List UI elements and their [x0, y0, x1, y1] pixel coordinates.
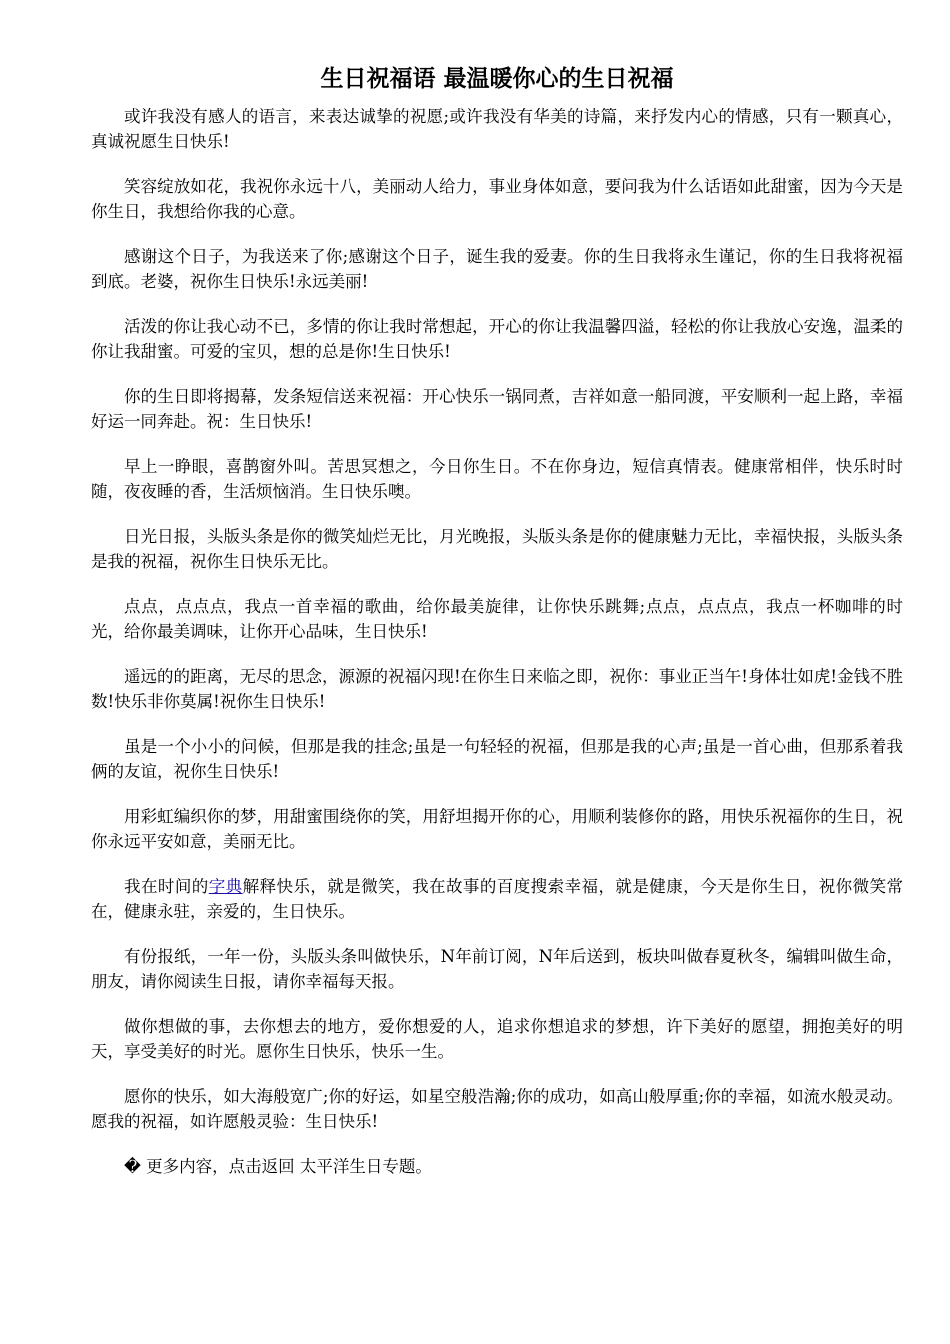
paragraph: 感谢这个日子，为我送来了你;感谢这个日子，诞生我的爱妻。你的生日我将永生谨记，你的生日我将祝福到底。老婆，祝你生日快乐!永远美丽! — [91, 247, 903, 291]
paragraph: 笑容绽放如花，我祝你永远十八，美丽动人给力，事业身体如意，要问我为什么话语如此甜蜜，因为今天是你生日，我想给你我的心意。 — [91, 177, 903, 221]
paragraph: 虽是一个小小的问候，但那是我的挂念;虽是一句轻轻的祝福，但那是我的心声;虽是一首心曲，但那系着我俩的友谊，祝你生日快乐! — [91, 737, 903, 781]
paragraph-text-before: 我在时间的 — [124, 877, 209, 896]
paragraph: 早上一睁眼，喜鹊窗外叫。苦思冥想之，今日你生日。不在你身边，短信真情表。健康常相伴，快乐时时随，夜夜睡的香，生活烦恼消。生日快乐噢。 — [91, 457, 903, 501]
paragraph: 用彩虹编织你的梦，用甜蜜围绕你的笑，用舒坦揭开你的心，用顺利装修你的路，用快乐祝福你的生日，祝你永远平安如意，美丽无比。 — [91, 807, 903, 851]
paragraph-text-after: 解释快乐，就是微笑，我在故事的百度搜索幸福，就是健康，今天是你生日，祝你微笑常在，健康永驻，亲爱的，生日快乐。 — [91, 877, 904, 921]
more-content-link[interactable]: � 更多内容，点击返回 太平洋生日专题。 — [124, 1157, 432, 1176]
dictionary-link[interactable]: 字典 — [208, 877, 243, 896]
paragraph: 有份报纸，一年一份，头版头条叫做快乐，N年前订阅，N年后送到，板块叫做春夏秋冬，编辑叫做生命，朋友，请你阅读生日报，请你幸福每天报。 — [91, 947, 903, 991]
page-title: 生日祝福语 最温暖你心的生日祝福 — [320, 66, 674, 92]
document-page — [91, 62, 903, 1179]
paragraph: 做你想做的事，去你想去的地方，爱你想爱的人，追求你想追求的梦想，许下美好的愿望，拥抱美好的明天，享受美好的时光。愿你生日快乐，快乐一生。 — [91, 1017, 903, 1061]
paragraph: 点点，点点点，我点一首幸福的歌曲，给你最美旋律，让你快乐跳舞;点点，点点点，我点一杯咖啡的时光，给你最美调味，让你开心品味，生日快乐! — [91, 597, 903, 641]
paragraph: 活泼的你让我心动不已，多情的你让我时常想起，开心的你让我温馨四溢，轻松的你让我放心安逸，温柔的你让我甜蜜。可爱的宝贝，想的总是你!生日快乐! — [91, 317, 903, 361]
paragraph: 或许我没有感人的语言，来表达诚挚的祝愿;或许我没有华美的诗篇，来抒发内心的情感，只有一颗真心，真诚祝愿生日快乐! — [91, 107, 903, 151]
paragraph: 你的生日即将揭幕，发条短信送来祝福：开心快乐一锅同煮，吉祥如意一船同渡，平安顺利一起上路，幸福好运一同奔赴。祝：生日快乐! — [91, 387, 903, 431]
paragraph: 遥远的的距离，无尽的思念，源源的祝福闪现!在你生日来临之即，祝你：事业正当午!身体壮如虎!金钱不胜数!快乐非你莫属!祝你生日快乐! — [91, 667, 903, 711]
paragraph-with-link — [91, 874, 903, 924]
paragraph: 愿你的快乐，如大海般宽广;你的好运，如星空般浩瀚;你的成功，如高山般厚重;你的幸福，如流水般灵动。愿我的祝福，如许愿般灵验：生日快乐! — [91, 1087, 903, 1131]
paragraph: 日光日报，头版头条是你的微笑灿烂无比，月光晚报，头版头条是你的健康魅力无比，幸福快报，头版头条是我的祝福，祝你生日快乐无比。 — [91, 527, 903, 571]
